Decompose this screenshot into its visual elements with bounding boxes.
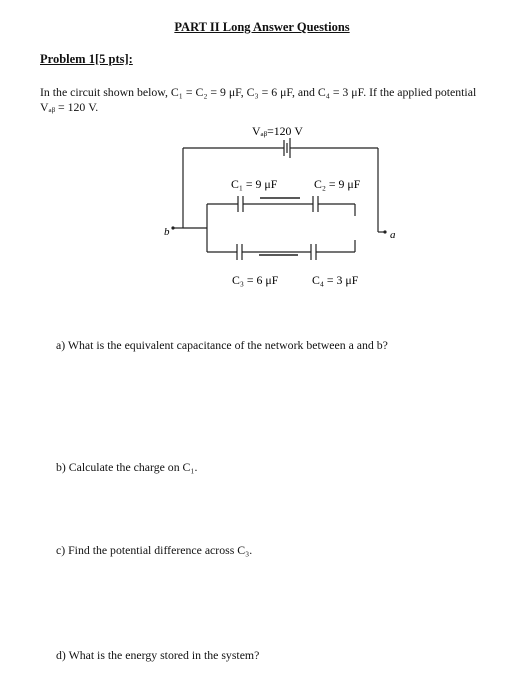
question-c: c) Find the potential difference across C₃. [56, 543, 253, 557]
source-label: Vₐᵦ=120 V [252, 124, 303, 138]
question-d: d) What is the energy stored in the system? [56, 648, 260, 662]
circuit-diagram [0, 0, 524, 300]
c1-label: C₁ = 9 μF [231, 177, 278, 191]
b-terminal-dot [171, 226, 174, 229]
c3-label: C₃ = 6 μF [232, 273, 279, 287]
node-a-label: a [390, 229, 396, 241]
statement-line-1: In the circuit shown below, C₁ = C₂ = 9 μF, C₃ = 6 μF, and C₄ = 3 μF. If the applied potential [40, 85, 477, 99]
question-a: a) What is the equivalent capacitance of the network between a and b? [56, 338, 388, 352]
question-b: b) Calculate the charge on C₁. [56, 460, 198, 474]
node-b-label: b [164, 226, 170, 238]
problem-heading: Problem 1[5 pts]: [40, 52, 133, 66]
a-terminal-dot [383, 230, 386, 233]
page-title: PART II Long Answer Questions [174, 20, 350, 34]
c2-label: C₂ = 9 μF [314, 177, 361, 191]
statement-line-2: Vₐᵦ = 120 V. [40, 100, 99, 114]
c4-label: C₄ = 3 μF [312, 273, 359, 287]
